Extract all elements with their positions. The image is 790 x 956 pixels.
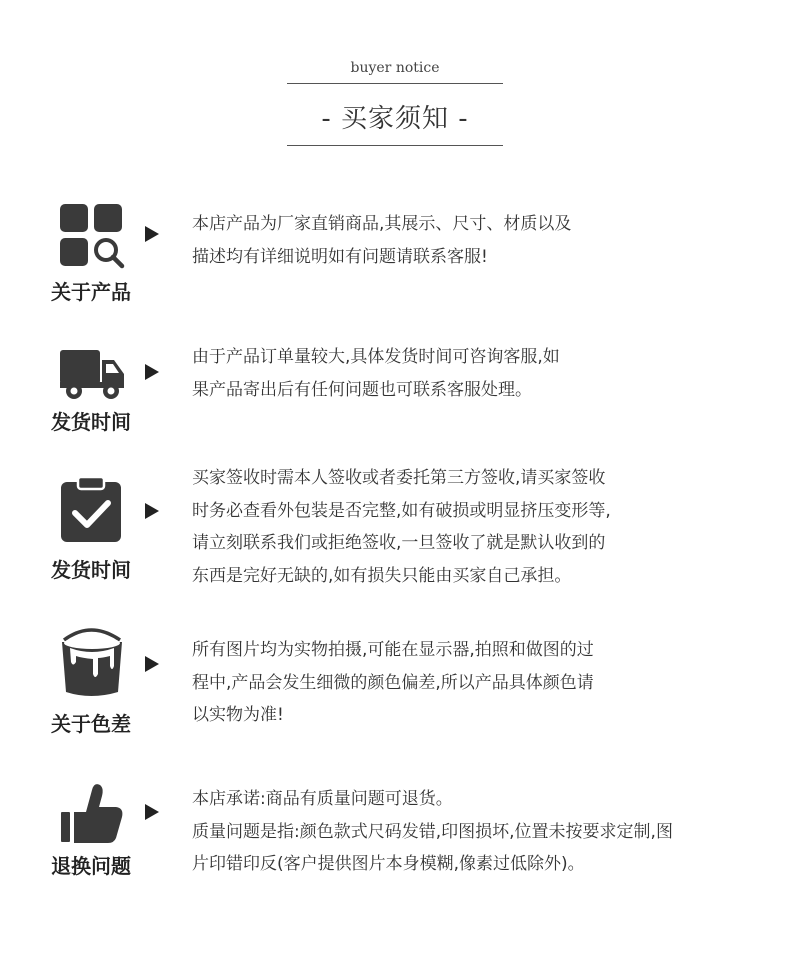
description-line: 描述均有详细说明如有问题请联系客服! (192, 246, 488, 267)
arrow-right-icon (144, 363, 160, 381)
description-line: 本店产品为厂家直销商品,其展示、尺寸、材质以及 (192, 214, 572, 234)
notice-header (0, 0, 790, 160)
description-line: 以实物为准! (192, 705, 284, 725)
arrow-right-icon (144, 803, 160, 821)
section-shipping (0, 338, 790, 448)
paint-bucket-icon (58, 626, 128, 696)
header-bottom-rule (287, 145, 503, 146)
description-line: 质量问题是指:颜色款式尺码发错,印图损坏,位置未按要求定制,图 (192, 821, 673, 842)
description-line: 请立刻联系我们或拒绝签收,一旦签收了就是默认收到的 (192, 533, 606, 553)
description-line: 果产品寄出后有任何问题也可联系客服处理。 (192, 379, 532, 400)
description-line: 程中,产品会发生细微的颜色偏差,所以产品具体颜色请 (192, 672, 594, 693)
section-product (0, 200, 790, 310)
section-description (192, 783, 752, 881)
description-line: 东西是完好无缺的,如有损失只能由买家自己承担。 (192, 565, 572, 586)
arrow-right-icon (144, 225, 160, 243)
thumbs-up-icon (58, 780, 128, 850)
section-label: 关于色差 (51, 712, 131, 736)
description-line: 本店承诺:商品有质量问题可退货。 (192, 789, 453, 809)
section-description (192, 341, 752, 406)
arrow-right-icon (144, 502, 160, 520)
section-description (192, 462, 752, 592)
section-description (192, 208, 752, 273)
description-line: 由于产品订单量较大,具体发货时间可咨询客服,如 (192, 347, 560, 367)
arrow-right-icon (144, 655, 160, 673)
description-line: 所有图片均为实物拍摄,可能在显示器,拍照和做图的过 (192, 640, 594, 660)
description-line: 片印错印反(客户提供图片本身模糊,像素过低除外)。 (192, 854, 585, 874)
section-color-difference (0, 626, 790, 746)
description-line: 时务必查看外包装是否完整,如有破损或明显挤压变形等, (192, 500, 611, 521)
section-label: 关于产品 (51, 280, 131, 304)
section-description (192, 634, 752, 732)
section-receipt (0, 462, 790, 602)
truck-icon (58, 340, 128, 410)
header-subtitle: buyer notice (350, 60, 440, 76)
description-line: 买家签收时需本人签收或者委托第三方签收,请买家签收 (192, 468, 606, 488)
section-returns (0, 778, 790, 888)
section-label: 退换问题 (51, 854, 131, 878)
header-title: - 买家须知 - (321, 104, 469, 134)
section-label: 发货时间 (51, 410, 131, 434)
section-label: 发货时间 (51, 558, 131, 582)
header-top-rule (287, 83, 503, 84)
clipboard-check-icon (58, 476, 128, 546)
grid-search-icon (58, 202, 128, 272)
